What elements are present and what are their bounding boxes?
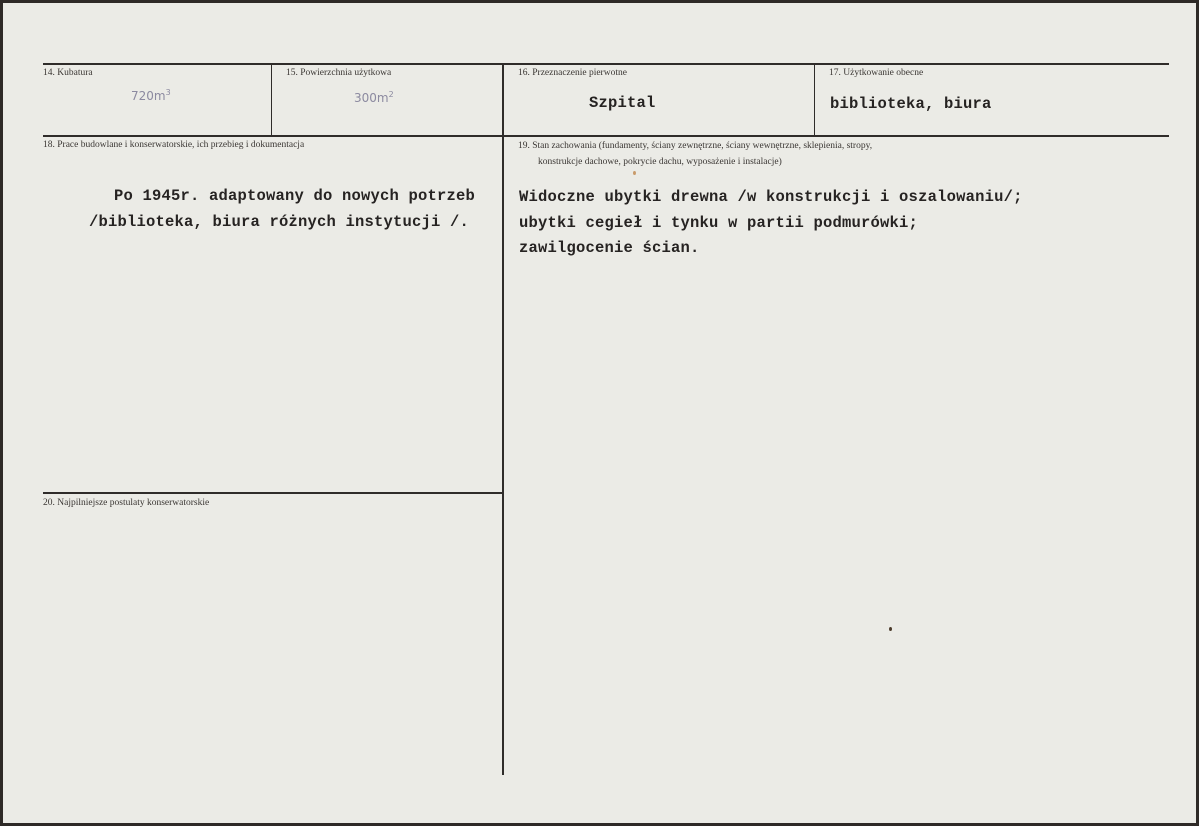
field-20-label: 20. Najpilniejsze postulaty konserwatorskie xyxy=(43,498,210,508)
divider-main xyxy=(502,63,504,775)
field-19-label-line-2: konstrukcje dachowe, pokrycie dachu, wyposażenie i instalacje) xyxy=(538,157,782,167)
field-17-label: 17. Użytkowanie obecne xyxy=(829,68,924,78)
field-19-line-3: zawilgocenie ścian. xyxy=(519,239,700,257)
ink-speck xyxy=(889,627,892,631)
field-18-line-1: Po 1945r. adaptowany do nowych potrzeb xyxy=(114,187,476,205)
field-18-line-2: /biblioteka, biura różnych instytucji /. xyxy=(89,213,470,231)
field-15-value: $300m^2$ xyxy=(354,90,394,105)
field-18-label: 18. Prace budowlane i konserwatorskie, ich przebieg i dokumentacja xyxy=(43,140,305,150)
field-19-label-line-1: 19. Stan zachowania (fundamenty, ściany zewnętrzne, ściany wewnętrzne, sklepienia, stropy, xyxy=(518,141,873,151)
field-14-label: 14. Kubatura xyxy=(43,68,93,78)
divider-16-17 xyxy=(814,63,815,135)
divider-14-15 xyxy=(271,63,272,135)
field-16-label: 16. Przeznaczenie pierwotne xyxy=(518,68,627,78)
ink-speck xyxy=(633,171,636,175)
field-14-value: $720m^3$ xyxy=(131,88,171,103)
field-17-value: biblioteka, biura xyxy=(830,95,992,113)
field-19-line-1: Widoczne ubytki drewna /w konstrukcji i oszalowaniu/; xyxy=(519,188,1023,206)
field-19-line-2: ubytki cegieł i tynku w partii podmurówki; xyxy=(519,214,919,232)
field-20-rule xyxy=(43,492,502,494)
field-15-label: 15. Powierzchnia użytkowa xyxy=(286,68,392,78)
field-16-value: Szpital xyxy=(589,94,656,112)
